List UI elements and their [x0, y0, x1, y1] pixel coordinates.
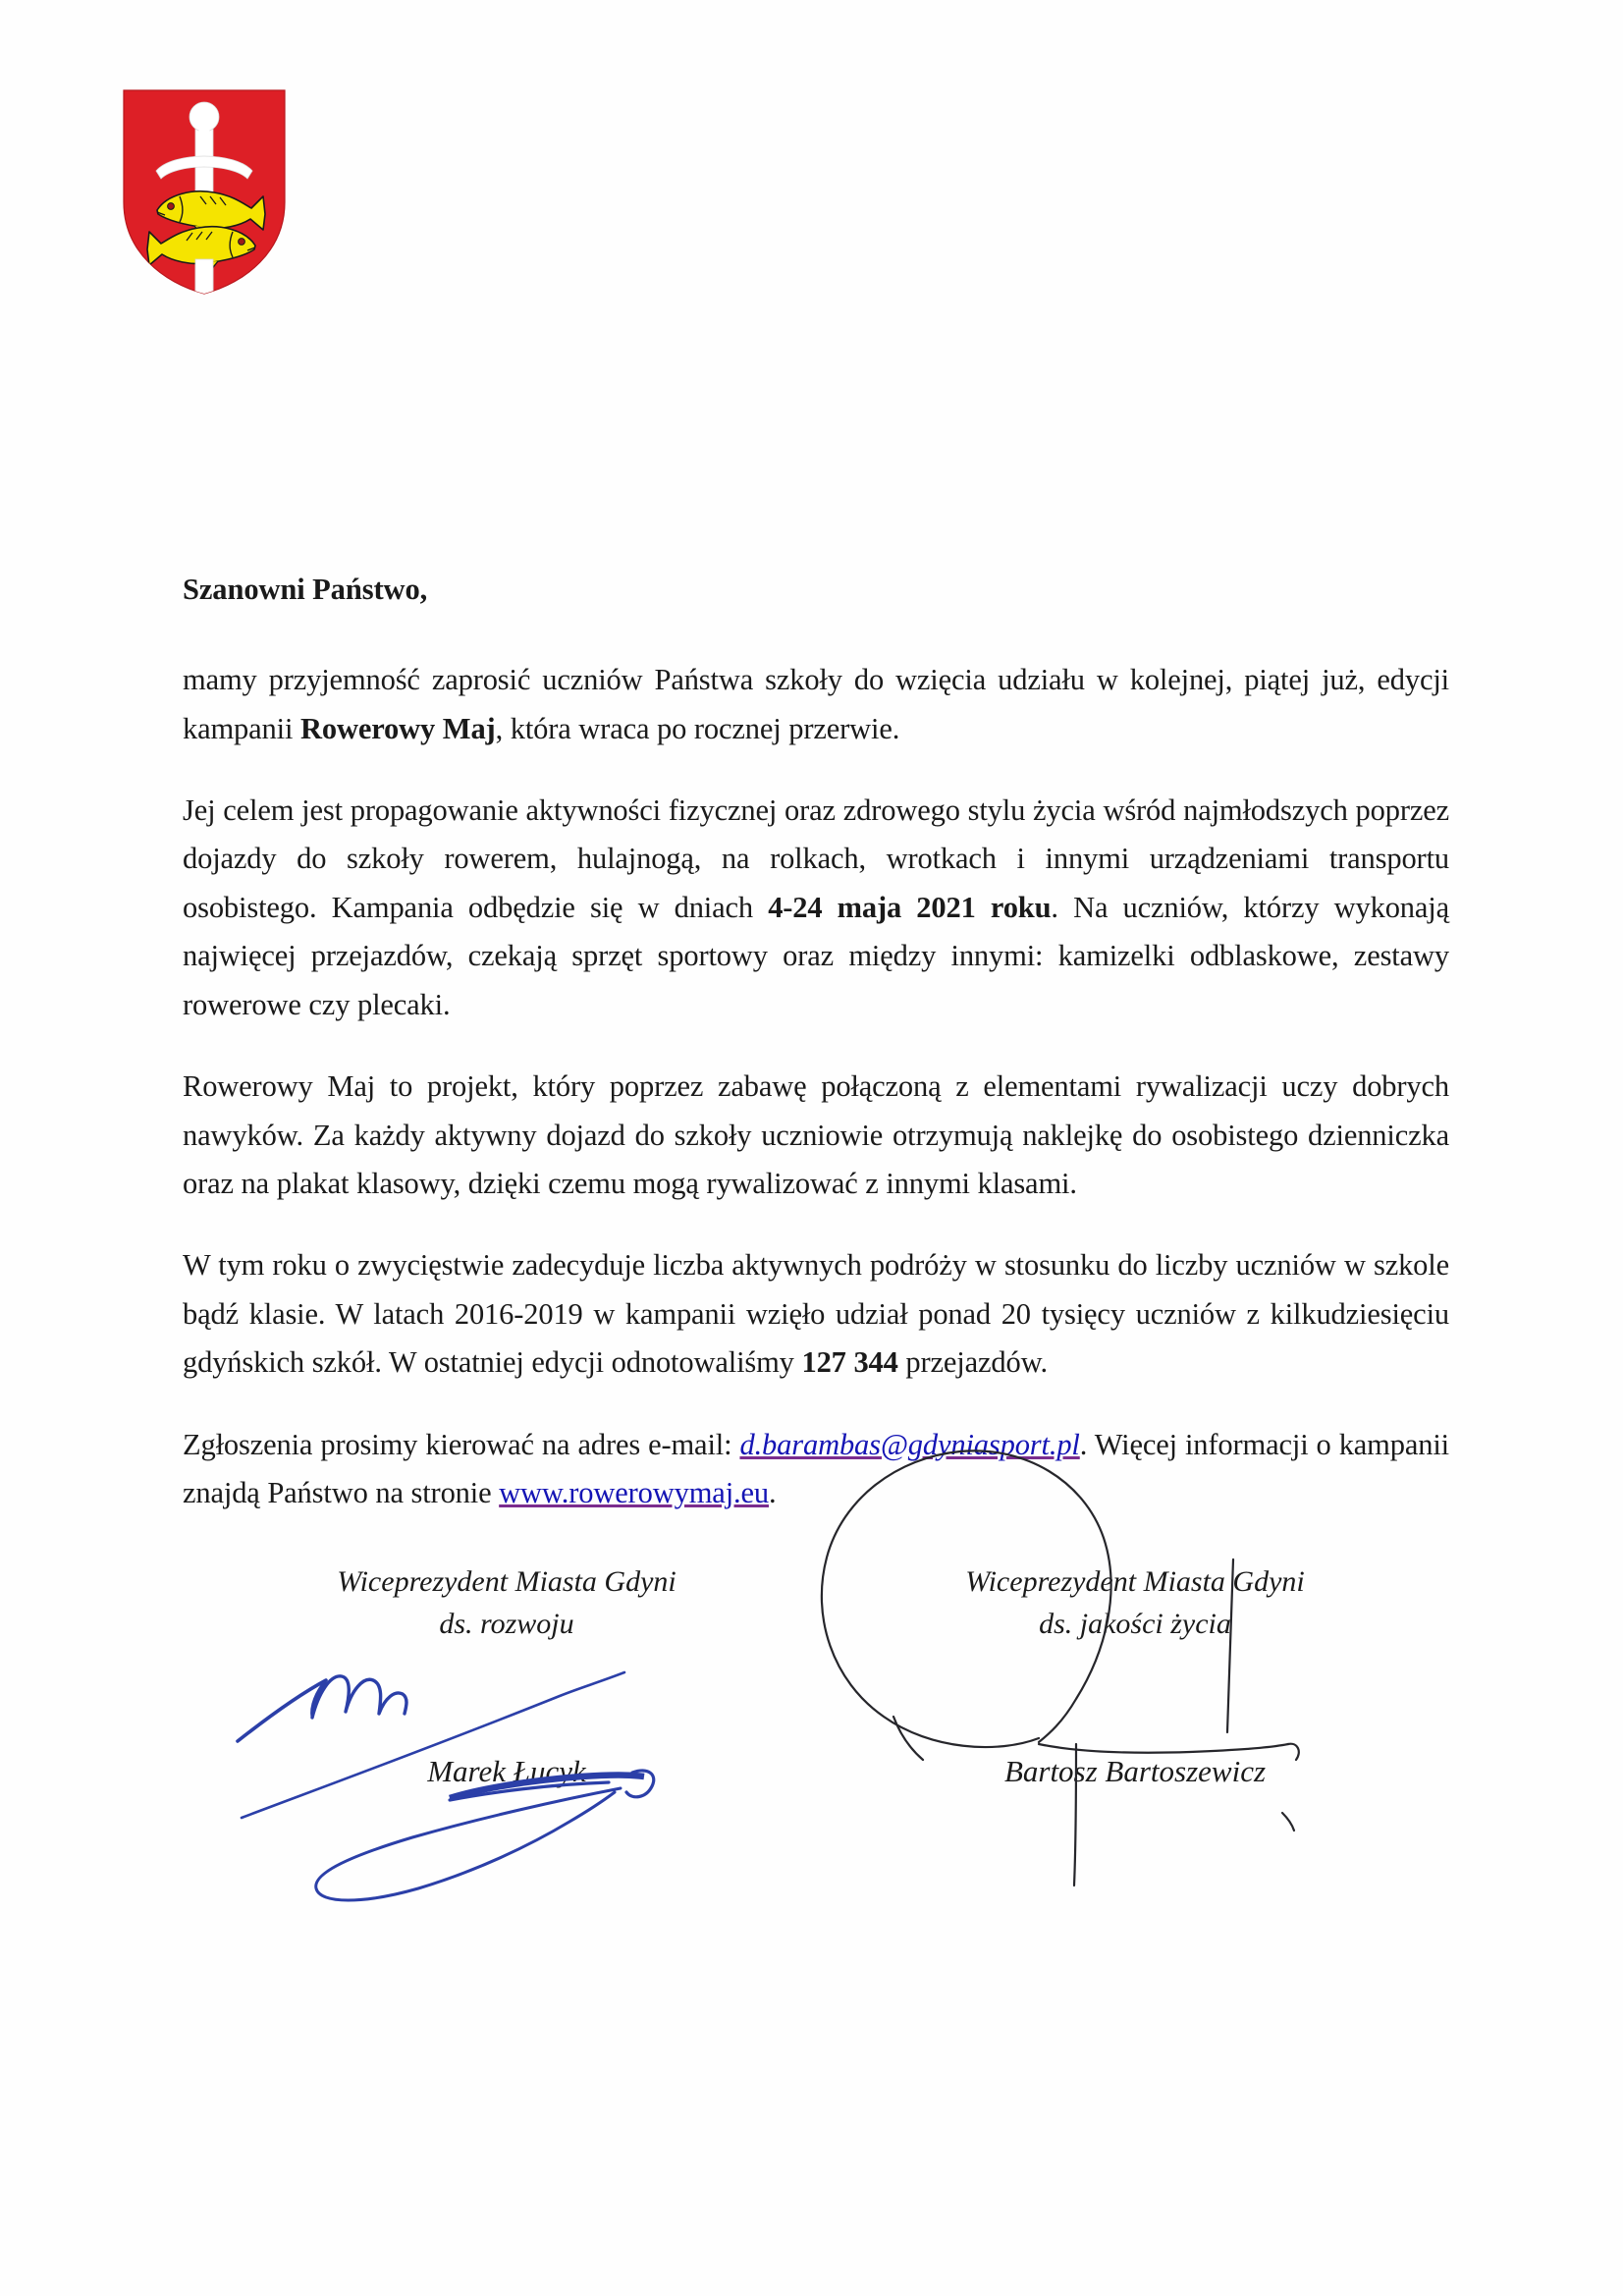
p5-run-4: .: [768, 1475, 777, 1509]
p2-run-0: Jej celem jest propagowanie aktywności fizycznej oraz zdrowego stylu życia wśród najmłodszych poprzez dojazdy do szkoły rowerem, hulajnogą, na rolkach, wrotkach i innymi urządzeniami transportu osobistego. Kampania odbędzie się w dniach: [183, 793, 1449, 924]
p1-run-2: , która wraca po rocznej przerwie.: [495, 711, 900, 745]
p3-run-0: Rowerowy Maj to projekt, który poprzez zabawę połączoną z elementami rywalizacji uczy dobrych nawyków. Za każdy aktywny dojazd do szkoły uczniowie otrzymują naklejkę do osobistego dzienniczka oraz na plakat klasowy, dzięki czemu mogą rywalizować z innymi klasami.: [183, 1069, 1449, 1200]
campaign-name-bold: Rowerowy Maj: [299, 711, 496, 745]
signature-left-title: Wiceprezydent Miasta Gdyni: [337, 1565, 676, 1598]
p5-run-2: . Więcej informacji o kampanii znajdą Państwo na stronie: [183, 1427, 1449, 1509]
paragraph-2: [183, 787, 1449, 1029]
p4-run-2: przejazdów.: [897, 1345, 1048, 1380]
signature-right-subtitle: ds. jakości życia: [1039, 1607, 1231, 1640]
paragraph-1: [183, 656, 1449, 753]
p1-run-0: mamy przyjemność zaprosić uczniów Państwa szkoły do wzięcia udziału w kolejnej, piątej już, edycji kampanii: [183, 663, 1449, 745]
signature-left-subtitle: ds. rozwoju: [439, 1607, 574, 1640]
p2-run-2: . Na uczniów, którzy wykonają najwięcej przejazdów, czekają sprzęt sportowy oraz między innymi: kamizelki odblaskowe, zestawy rowerowe czy plecaki.: [183, 890, 1449, 1021]
rides-count-bold: 127 344: [801, 1345, 898, 1380]
salutation: Szanowni Państwo,: [183, 573, 428, 606]
paragraph-3: [183, 1063, 1449, 1208]
signature-right: [860, 1561, 1410, 1788]
signature-right-title: Wiceprezydent Miasta Gdyni: [965, 1565, 1305, 1598]
website-link[interactable]: www.rowerowymaj.eu: [499, 1475, 769, 1509]
letter-body: [183, 570, 1449, 1517]
campaign-dates-bold: 4-24 maja 2021 roku: [768, 890, 1052, 924]
p4-run-0: W tym roku o zwycięstwie zadecyduje liczba aktywnych podróży w stosunku do liczby uczniów w szkole bądź klasie. W latach 2016-2019 w kampanii wzięło udział ponad 20 tysięcy uczniów z kilkudziesięciu gdyńskich szkół. W ostatniej edycji odnotowaliśmy: [183, 1248, 1449, 1380]
signature-left-name: Marek Łucyk: [427, 1754, 586, 1788]
signature-right-name: Bartosz Bartoszewicz: [1003, 1754, 1267, 1788]
gdynia-coat-of-arms: [116, 86, 293, 298]
signature-block: [183, 1561, 1449, 1886]
signature-left: [232, 1561, 782, 1788]
email-link[interactable]: d.barambas@gdyniasport.pl: [739, 1427, 1080, 1461]
paragraph-4: [183, 1241, 1449, 1387]
paragraph-5: [183, 1421, 1449, 1518]
p5-run-0: Zgłoszenia prosimy kierować na adres e-mail:: [183, 1427, 740, 1461]
